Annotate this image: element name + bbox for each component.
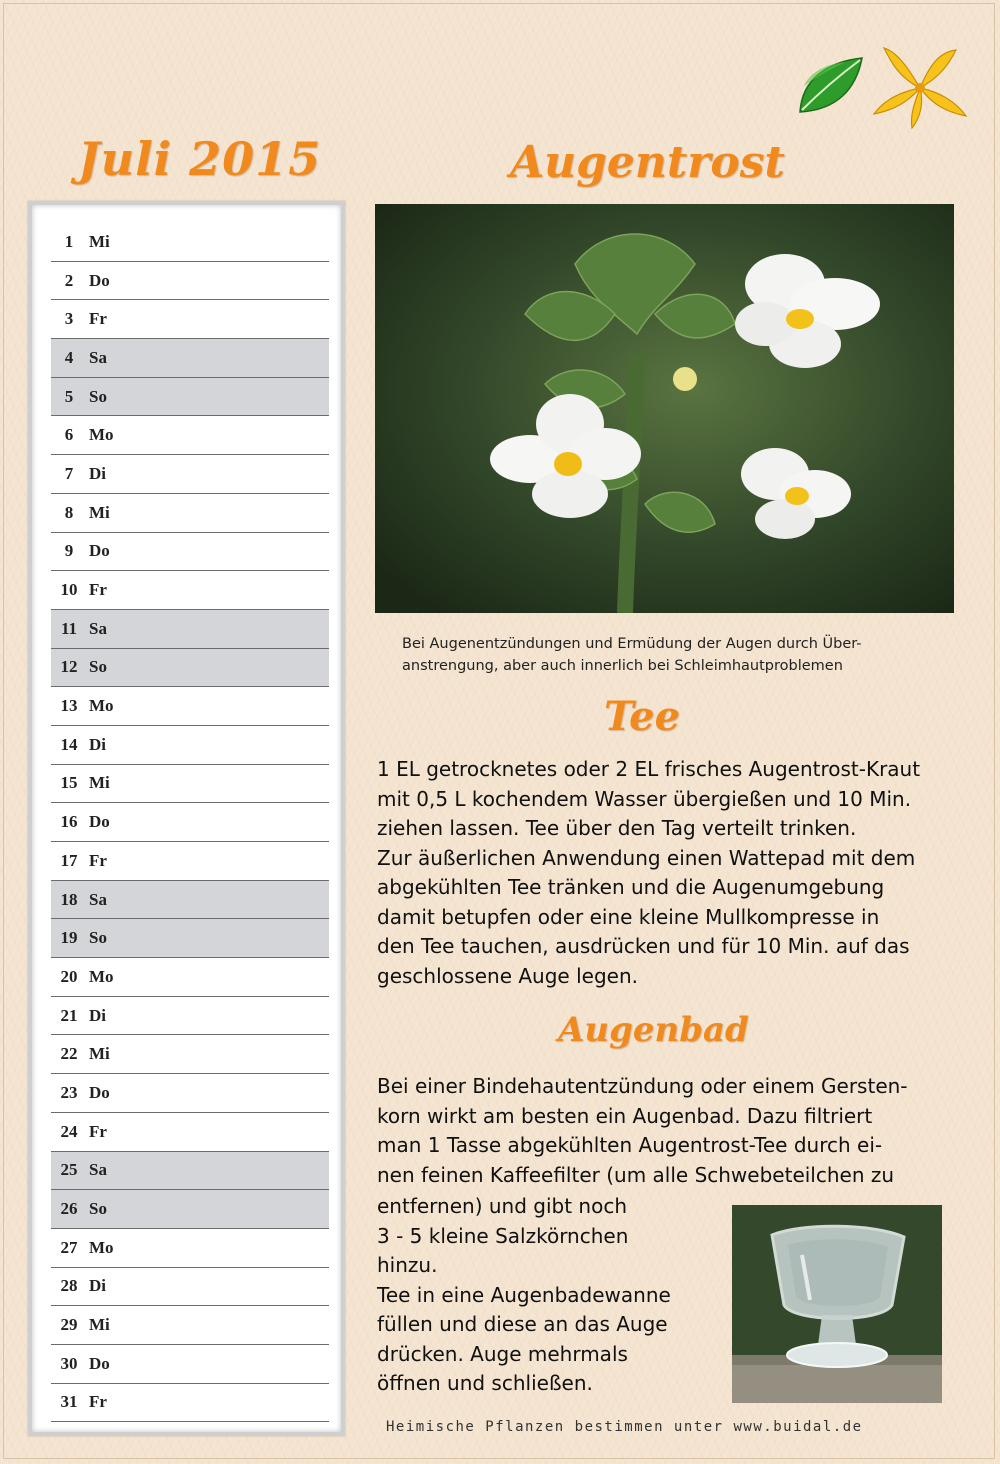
augenbad-text xyxy=(377,1072,977,1190)
plant-title: Augentrost xyxy=(510,137,785,188)
day-number: 3 xyxy=(64,309,74,329)
text-line: Zur äußerlichen Anwendung einen Wattepad mit dem xyxy=(377,845,916,870)
day-number: 21 xyxy=(60,1005,78,1025)
text-line: 3 - 5 kleine Salzkörnchen xyxy=(377,1223,629,1248)
weekday-label: Di xyxy=(89,1005,106,1025)
calendar-day-row xyxy=(51,1152,329,1191)
day-number: 27 xyxy=(60,1237,78,1257)
caption-line: anstrengung, aber auch innerlich bei Schleimhautproblemen xyxy=(402,658,843,674)
text-line: ziehen lassen. Tee über den Tag verteilt trinken. xyxy=(377,816,857,840)
weekday-label: Do xyxy=(89,270,110,290)
day-number: 5 xyxy=(64,386,74,406)
eye-bath-glass-photo xyxy=(732,1205,942,1403)
weekday-label: Do xyxy=(89,541,110,561)
calendar-day-row xyxy=(51,1190,329,1229)
weekday-label: Mo xyxy=(89,696,114,716)
day-number: 11 xyxy=(60,618,78,638)
calendar-day-row xyxy=(51,765,329,804)
day-number: 4 xyxy=(64,347,74,367)
weekday-label: Sa xyxy=(89,1160,107,1180)
day-number: 25 xyxy=(60,1160,78,1180)
calendar-day-row xyxy=(51,997,329,1036)
calendar-day-row xyxy=(51,726,329,765)
photo-caption xyxy=(402,633,962,677)
day-number: 26 xyxy=(60,1199,78,1219)
day-number: 14 xyxy=(60,734,78,754)
calendar-day-row xyxy=(51,842,329,881)
calendar-day-row xyxy=(51,378,329,417)
weekday-label: Mi xyxy=(89,502,110,522)
text-line: korn wirkt am besten ein Augenbad. Dazu filtriert xyxy=(377,1103,873,1128)
weekday-label: Mo xyxy=(89,1237,114,1257)
day-number: 30 xyxy=(60,1353,78,1373)
text-line: nen feinen Kaffeefilter (um alle Schwebeteilchen zu xyxy=(377,1162,895,1187)
text-line: den Tee tauchen, ausdrücken und für 10 Min. auf das xyxy=(377,934,910,958)
day-number: 22 xyxy=(60,1044,78,1064)
augenbad-heading: Augenbad xyxy=(558,1010,749,1050)
calendar-day-row xyxy=(51,339,329,378)
calendar-day-row xyxy=(51,300,329,339)
tee-heading: Tee xyxy=(604,693,681,740)
text-line: 1 EL getrocknetes oder 2 EL frisches Augentrost-Kraut xyxy=(377,757,921,781)
footer-text: Heimische Pflanzen bestimmen unter www.buidal.de xyxy=(386,1419,863,1435)
calendar-day-row xyxy=(51,649,329,688)
calendar-day-row xyxy=(51,1268,329,1307)
weekday-label: Di xyxy=(89,463,106,483)
day-number: 1 xyxy=(64,231,74,251)
plant-photo xyxy=(375,204,954,613)
day-number: 31 xyxy=(60,1392,78,1412)
tee-text xyxy=(377,755,977,991)
calendar-day-row xyxy=(51,223,329,262)
day-number: 28 xyxy=(60,1276,78,1296)
augenbad-text-narrow xyxy=(377,1192,727,1399)
day-number: 20 xyxy=(60,966,78,986)
calendar-day-list xyxy=(51,223,329,1422)
weekday-label: So xyxy=(89,928,107,948)
calendar-day-row xyxy=(51,610,329,649)
day-number: 19 xyxy=(60,928,78,948)
day-number: 17 xyxy=(60,850,78,870)
weekday-label: Sa xyxy=(89,347,107,367)
day-number: 6 xyxy=(64,425,74,445)
calendar-day-row xyxy=(51,494,329,533)
weekday-label: So xyxy=(89,657,107,677)
calendar-day-row xyxy=(51,958,329,997)
calendar-day-row xyxy=(51,881,329,920)
text-line: entfernen) und gibt noch xyxy=(377,1194,627,1218)
calendar-day-row xyxy=(51,1074,329,1113)
calendar-day-row xyxy=(51,803,329,842)
calendar-day-row xyxy=(51,262,329,301)
calendar-day-row xyxy=(51,1384,329,1423)
weekday-label: So xyxy=(89,386,107,406)
text-line: Bei einer Bindehautentzündung oder einem Gersten- xyxy=(377,1074,908,1098)
weekday-label: So xyxy=(89,1199,107,1219)
weekday-label: Fr xyxy=(89,1392,107,1412)
calendar-day-row xyxy=(51,1035,329,1074)
text-line: mit 0,5 L kochendem Wasser übergießen und 10 Min. xyxy=(377,786,912,811)
day-number: 23 xyxy=(60,1082,78,1102)
day-number: 15 xyxy=(60,773,78,793)
weekday-label: Fr xyxy=(89,580,107,600)
day-number: 7 xyxy=(64,463,74,483)
weekday-label: Di xyxy=(89,734,106,754)
calendar-day-row xyxy=(51,687,329,726)
weekday-label: Do xyxy=(89,1082,110,1102)
weekday-label: Do xyxy=(89,1353,110,1373)
day-number: 2 xyxy=(64,270,74,290)
text-line: damit betupfen oder eine kleine Mullkompresse in xyxy=(377,904,880,929)
calendar-day-row xyxy=(51,1345,329,1384)
text-line: füllen und diese an das Auge xyxy=(377,1312,668,1336)
day-number: 9 xyxy=(64,541,74,561)
text-line: Tee in eine Augenbadewanne xyxy=(377,1282,671,1307)
calendar-frame xyxy=(28,201,345,1436)
weekday-label: Di xyxy=(89,1276,106,1296)
calendar-day-row xyxy=(51,455,329,494)
day-number: 10 xyxy=(60,580,78,600)
text-line: geschlossene Auge legen. xyxy=(377,963,638,988)
calendar-day-row xyxy=(51,1229,329,1268)
text-line: hinzu. xyxy=(377,1253,438,1277)
calendar-day-row xyxy=(51,533,329,572)
weekday-label: Mi xyxy=(89,231,110,251)
day-number: 18 xyxy=(60,889,78,909)
day-number: 29 xyxy=(60,1315,78,1335)
weekday-label: Mo xyxy=(89,966,114,986)
text-line: man 1 Tasse abgekühlten Augentrost-Tee durch ei- xyxy=(377,1133,883,1157)
weekday-label: Mi xyxy=(89,1315,110,1335)
day-number: 12 xyxy=(60,657,78,677)
day-number: 8 xyxy=(64,502,74,522)
weekday-label: Sa xyxy=(89,618,107,638)
text-line: abgekühlten Tee tränken und die Augenumgebung xyxy=(377,875,885,899)
day-number: 13 xyxy=(60,696,78,716)
day-number: 24 xyxy=(60,1121,78,1141)
text-line: drücken. Auge mehrmals xyxy=(377,1341,628,1366)
weekday-label: Fr xyxy=(89,309,107,329)
calendar-day-row xyxy=(51,416,329,455)
weekday-label: Mi xyxy=(89,1044,110,1064)
weekday-label: Mi xyxy=(89,773,110,793)
text-line: öffnen und schließen. xyxy=(377,1371,593,1395)
day-number: 16 xyxy=(60,812,78,832)
leaf-icon xyxy=(796,52,866,124)
calendar-day-row xyxy=(51,919,329,958)
calendar-day-row xyxy=(51,1113,329,1152)
weekday-label: Sa xyxy=(89,889,107,909)
weekday-label: Fr xyxy=(89,850,107,870)
caption-line: Bei Augenentzündungen und Ermüdung der Augen durch Über- xyxy=(402,636,862,652)
lily-flower-icon xyxy=(870,44,970,130)
weekday-label: Do xyxy=(89,812,110,832)
weekday-label: Fr xyxy=(89,1121,107,1141)
weekday-label: Mo xyxy=(89,425,114,445)
month-title: Juli 2015 xyxy=(78,132,322,186)
calendar-day-row xyxy=(51,571,329,610)
calendar-day-row xyxy=(51,1306,329,1345)
